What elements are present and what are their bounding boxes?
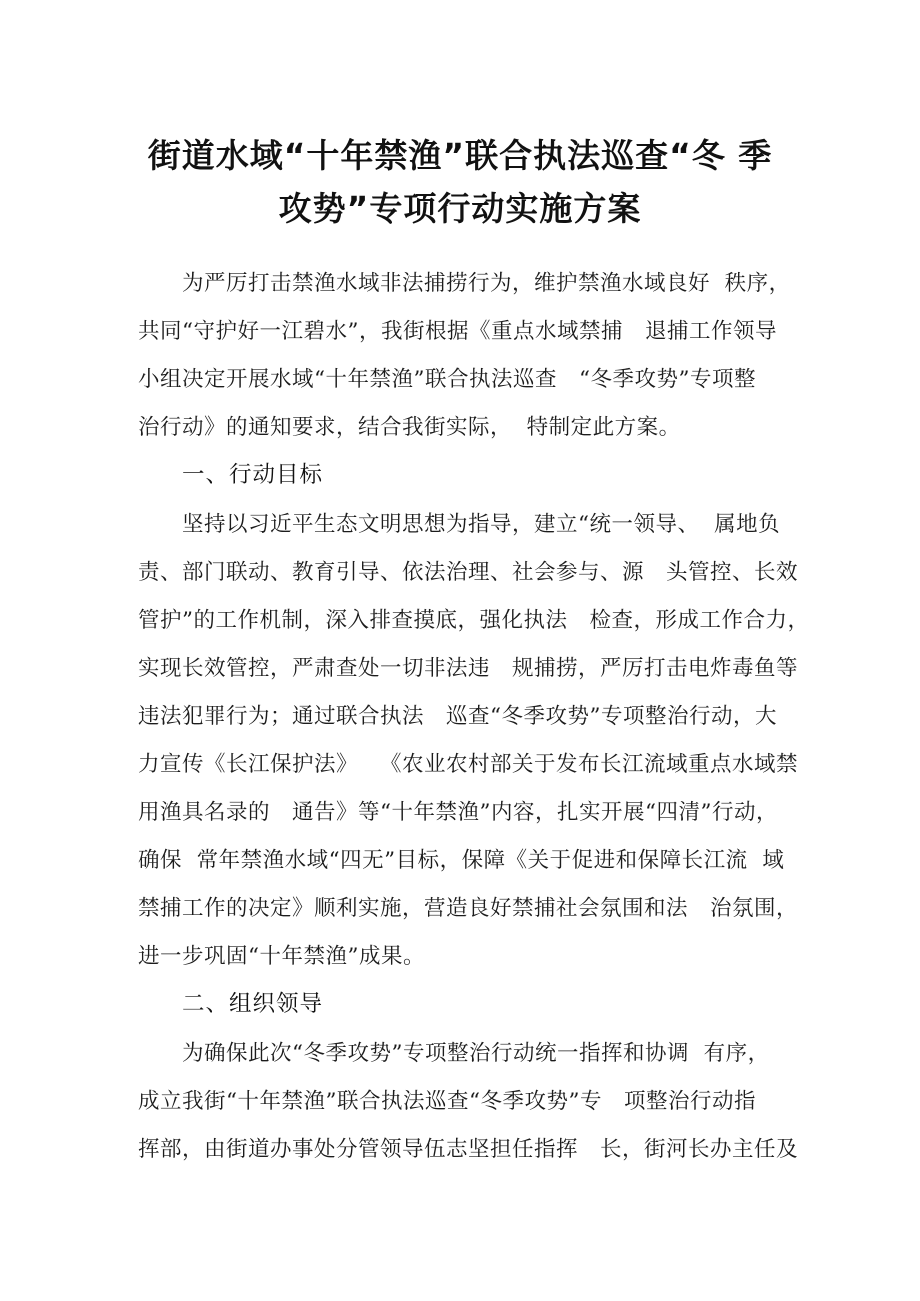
section2-line: 为确保此次“冬季攻势”专项整治行动统一指挥和协调 有序， [182, 1041, 770, 1066]
section1-line: 管护”的工作机制，深入排查摸底，强化执法 检查，形成工作合力， [138, 608, 810, 633]
section1-line: 进一步巩固“十年禁渔”成果。 [138, 944, 425, 969]
section-heading-goals: 一、行动目标 [182, 462, 324, 488]
section1-line: 力宣传《长江保护法》 《农业农村部关于发布长江流域重点水域禁 [138, 752, 799, 777]
section1-line: 实现长效管控，严肃查处一切非法违 规捕捞，严厉打击电炸毒鱼等 [138, 656, 799, 681]
document-title-line-2: 攻势”专项行动实施方案 [278, 189, 642, 228]
section1-line: 禁捕工作的决定》顺利实施，营造良好禁捕社会氛围和法 治氛围， [138, 896, 799, 921]
section2-line: 挥部，由街道办事处分管领导伍志坚担任指挥 长，街河长办主任及 [138, 1137, 799, 1162]
intro-line: 为严厉打击禁渔水域非法捕捞行为，维护禁渔水域良好 秩序， [182, 271, 791, 296]
section1-line: 用渔具名录的 通告》等“十年禁渔”内容，扎实开展“四清”行动， [138, 800, 778, 825]
section2-line: 成立我街“十年禁渔”联合执法巡查“冬季攻势”专 项整治行动指 [138, 1089, 756, 1114]
intro-line: 共同“守护好一江碧水”，我街根据《重点水域禁捕 退捕工作领导 [138, 319, 777, 344]
section1-line: 责、部门联动、教育引导、依法治理、社会参与、源 头管控、长效 [138, 560, 799, 585]
intro-line: 治行动》的通知要求，结合我街实际， 特制定此方案。 [138, 415, 681, 440]
section-heading-organization: 二、组织领导 [182, 991, 324, 1017]
document-title-line-1: 街道水域“十年禁渔”联合执法巡查“冬 季 [147, 136, 773, 175]
section1-line: 坚持以习近平生态文明思想为指导，建立“统一领导、 属地负 [182, 512, 781, 537]
section1-line: 违法犯罪行为；通过联合执法 巡查“冬季攻势”专项整治行动，大 [138, 704, 777, 729]
intro-line: 小组决定开展水域“十年禁渔”联合执法巡查 “冬季攻势”专项整 [138, 367, 756, 392]
section1-line: 确保 常年禁渔水域“四无”目标，保障《关于促进和保障长江流 域 [138, 848, 785, 873]
